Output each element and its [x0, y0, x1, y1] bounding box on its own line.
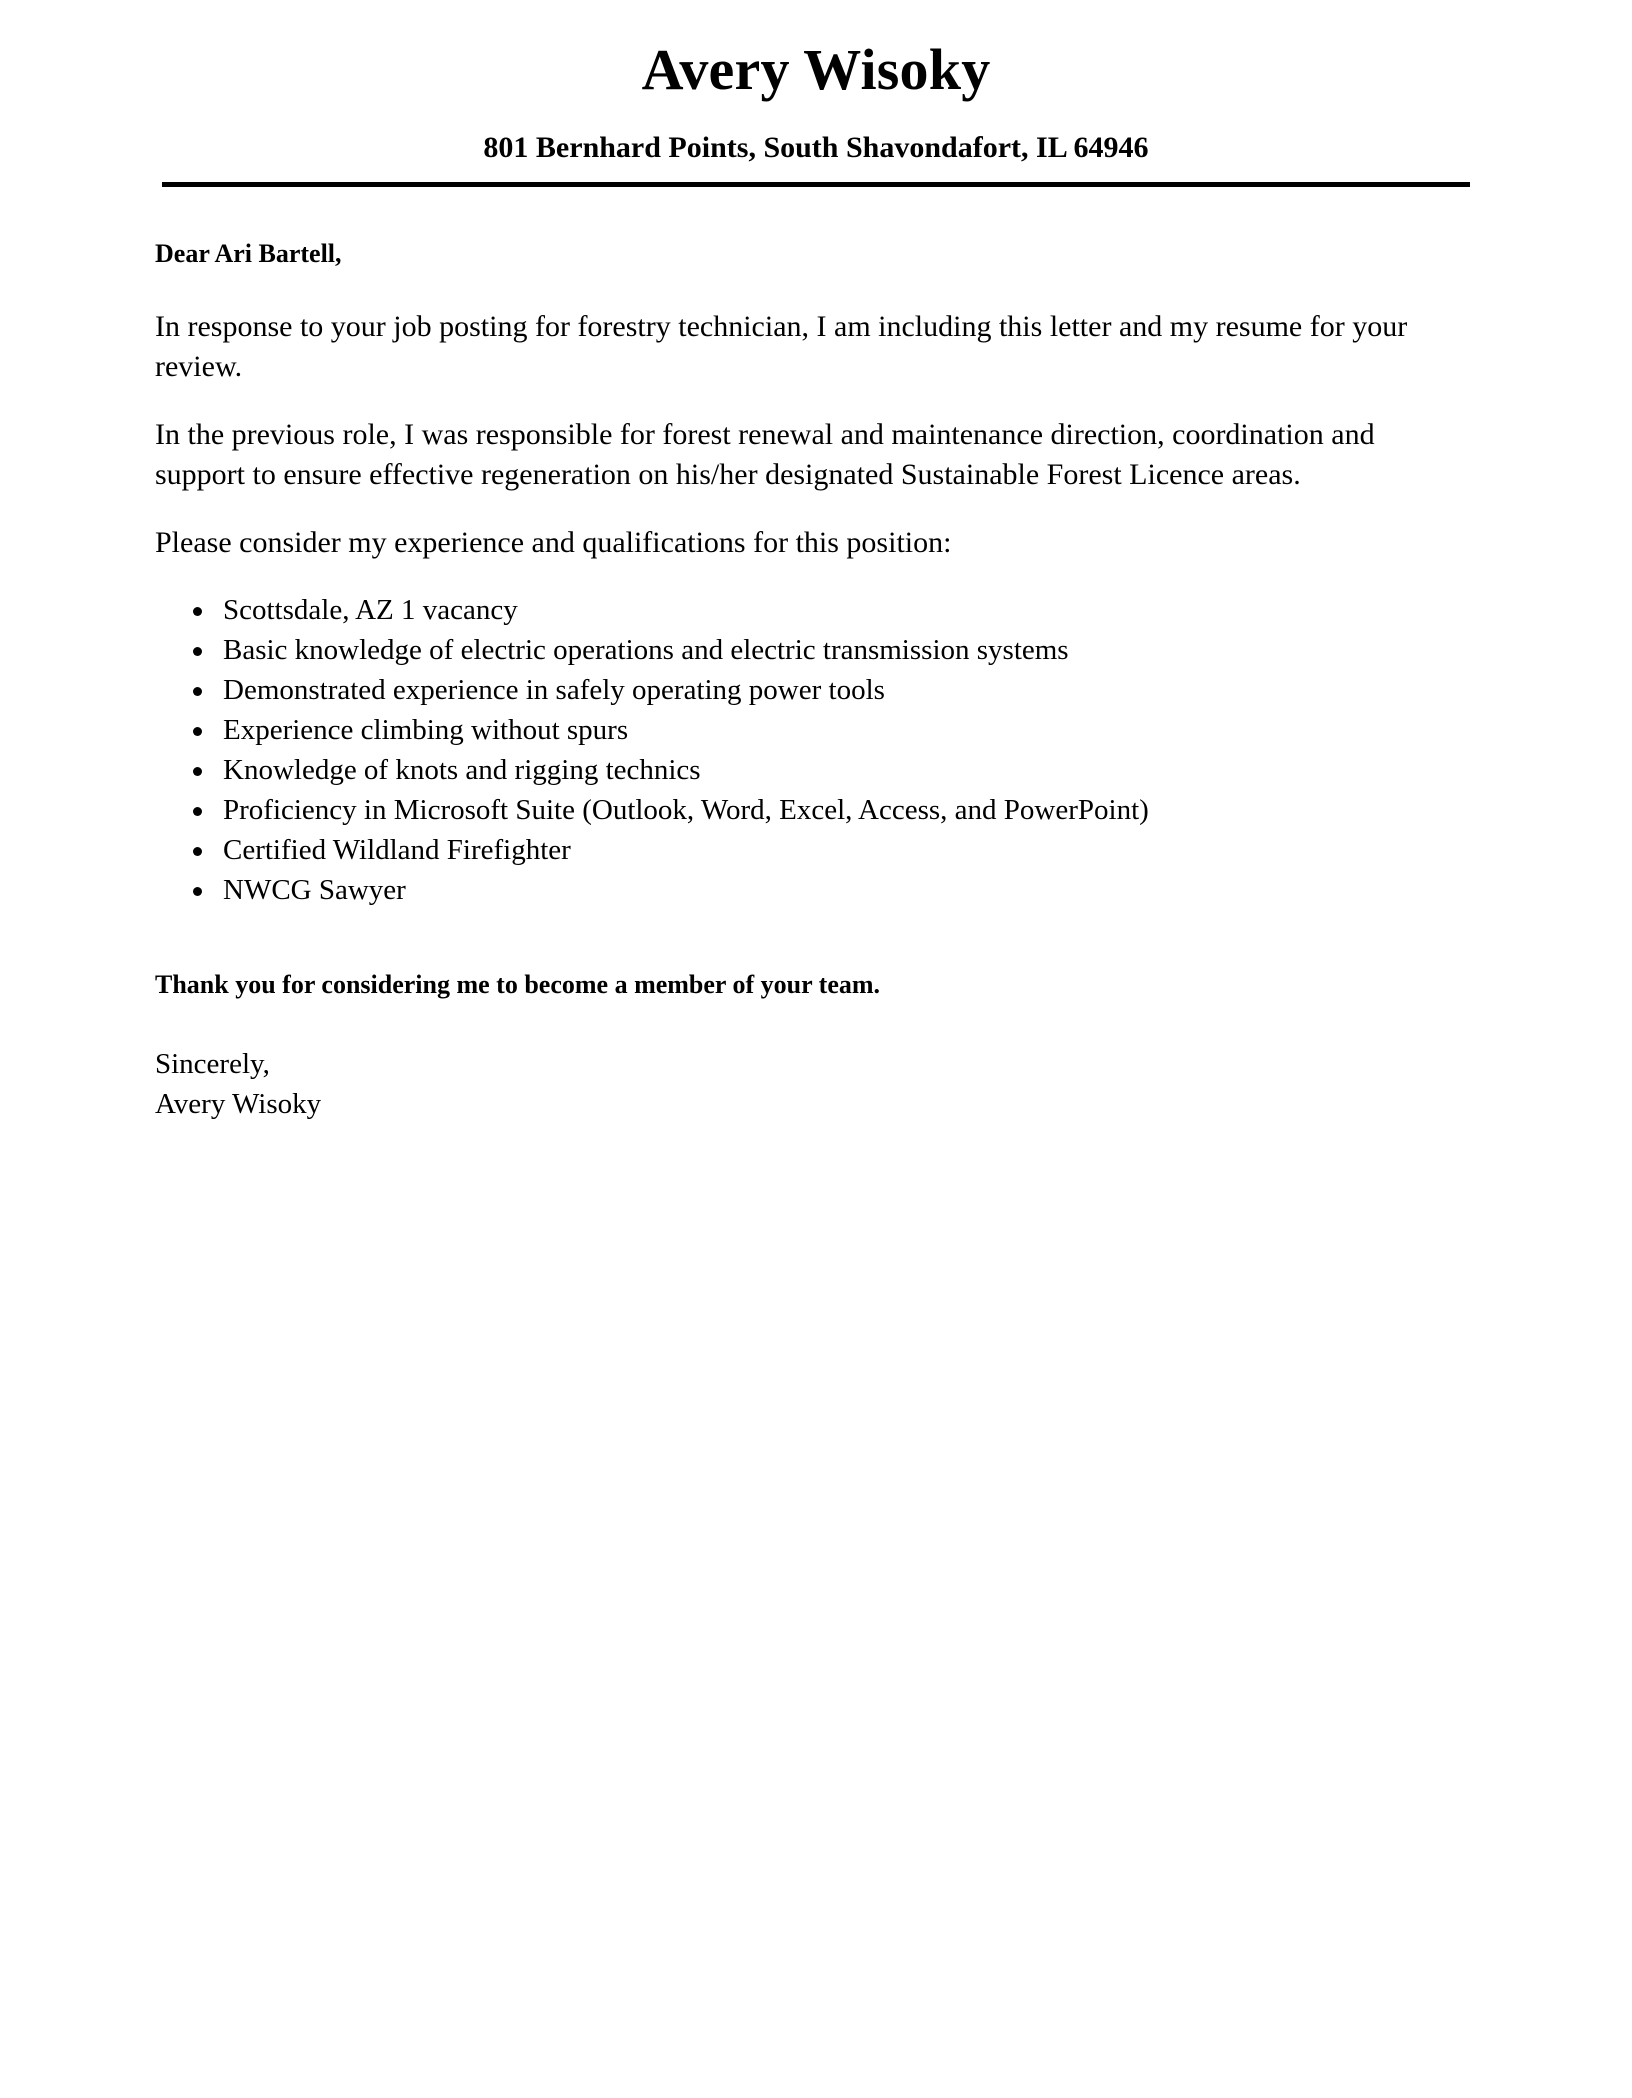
salutation: Dear Ari Bartell,	[155, 238, 342, 268]
letterhead	[0, 0, 1632, 187]
list-item: Scottsdale, AZ 1 vacancy	[183, 590, 1465, 630]
list-item: Experience climbing without spurs	[183, 710, 1465, 750]
closing-line: Thank you for considering me to become a member of your team.	[155, 970, 881, 1000]
signoff: Sincerely,	[155, 1048, 270, 1081]
signature-name: Avery Wisoky	[155, 1088, 322, 1121]
list-item: Demonstrated experience in safely operating power tools	[183, 670, 1465, 710]
body-paragraph-2: In the previous role, I was responsible for forest renewal and maintenance direction, coordination and support to ensure effective regeneration on his/her designated Sustainable Forest Licence areas.	[155, 417, 1375, 492]
list-item: Knowledge of knots and rigging technics	[183, 750, 1465, 790]
body-paragraph-1: In response to your job posting for forestry technician, I am including this letter and my resume for your review.	[155, 309, 1408, 384]
signature-block	[155, 1044, 1465, 1124]
list-item: Basic knowledge of electric operations and electric transmission systems	[183, 630, 1465, 670]
list-item: Proficiency in Microsoft Suite (Outlook, Word, Excel, Access, and PowerPoint)	[183, 790, 1465, 830]
letter-body	[0, 187, 1632, 1124]
list-item: Certified Wildland Firefighter	[183, 830, 1465, 870]
body-paragraph-3: Please consider my experience and qualifications for this position:	[155, 525, 952, 559]
applicant-address: 801 Bernhard Points, South Shavondafort, IL 64946	[483, 130, 1149, 164]
list-item: NWCG Sawyer	[183, 870, 1465, 910]
qualifications-list	[155, 590, 1465, 910]
applicant-name: Avery Wisoky	[641, 37, 991, 102]
